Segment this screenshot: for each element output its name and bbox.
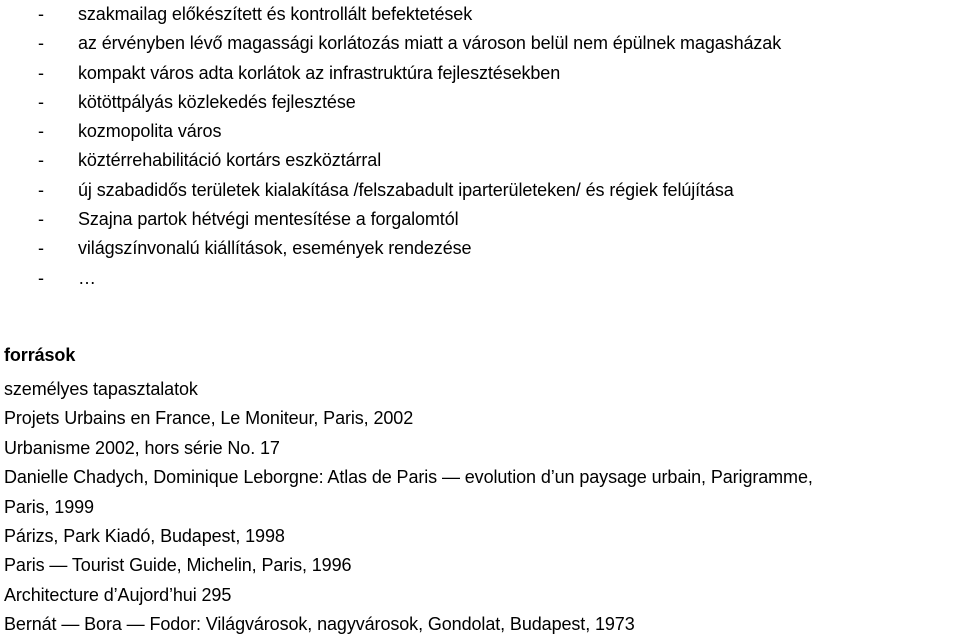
bullet-text: új szabadidős területek kialakítása /felszabadult iparterületeken/ és régiek felújítása	[78, 179, 734, 200]
source-line: személyes tapasztalatok	[4, 379, 198, 399]
bullet-text: kozmopolita város	[78, 121, 222, 142]
bullet-dash: -	[38, 267, 44, 288]
bullet-dash: -	[38, 179, 44, 200]
bullet-dash: -	[38, 62, 44, 83]
bullet-dash: -	[38, 33, 44, 54]
bullet-dash: -	[38, 91, 44, 112]
source-line: Danielle Chadych, Dominique Leborgne: Atlas de Paris — evolution d’un paysage urbain, Parigramme,	[4, 467, 813, 488]
source-line: Urbanisme 2002, hors série No. 17	[4, 437, 280, 458]
bullet-text: kötöttpályás közlekedés fejlesztése	[78, 91, 356, 112]
bullet-text: köztérrehabilitáció kortárs eszköztárral	[78, 150, 382, 171]
bullet-dash: -	[38, 209, 44, 230]
source-line: Paris, 1999	[4, 496, 94, 517]
bullet-text: szakmailag előkészített és kontrollált befektetések	[78, 4, 473, 24]
bullet-text: …	[78, 267, 96, 288]
sources-heading: források	[4, 345, 76, 365]
bullet-dash: -	[38, 121, 44, 142]
bullet-dash: -	[38, 238, 44, 259]
source-line: Paris — Tourist Guide, Michelin, Paris, 1996	[4, 555, 352, 576]
bullet-dash: -	[38, 4, 44, 24]
source-line: Projets Urbains en France, Le Moniteur, Paris, 2002	[4, 408, 414, 429]
bullet-text: az érvényben lévő magassági korlátozás miatt a városon belül nem épülnek magasházak	[78, 33, 782, 54]
source-line: Architecture d’Aujord’hui 295	[4, 584, 232, 605]
bullet-text: világszínvonalú kiállítások, események rendezése	[78, 238, 472, 259]
bullet-text: kompakt város adta korlátok az infrastruktúra fejlesztésekben	[78, 62, 561, 83]
source-line: Párizs, Park Kiadó, Budapest, 1998	[4, 525, 285, 546]
sources-list	[4, 375, 813, 640]
source-line: Bernát — Bora — Fodor: Világvárosok, nagyvárosok, Gondolat, Budapest, 1973	[4, 614, 635, 635]
bullet-dash: -	[38, 150, 44, 171]
bullet-text: Szajna partok hétvégi mentesítése a forgalomtól	[78, 209, 459, 230]
